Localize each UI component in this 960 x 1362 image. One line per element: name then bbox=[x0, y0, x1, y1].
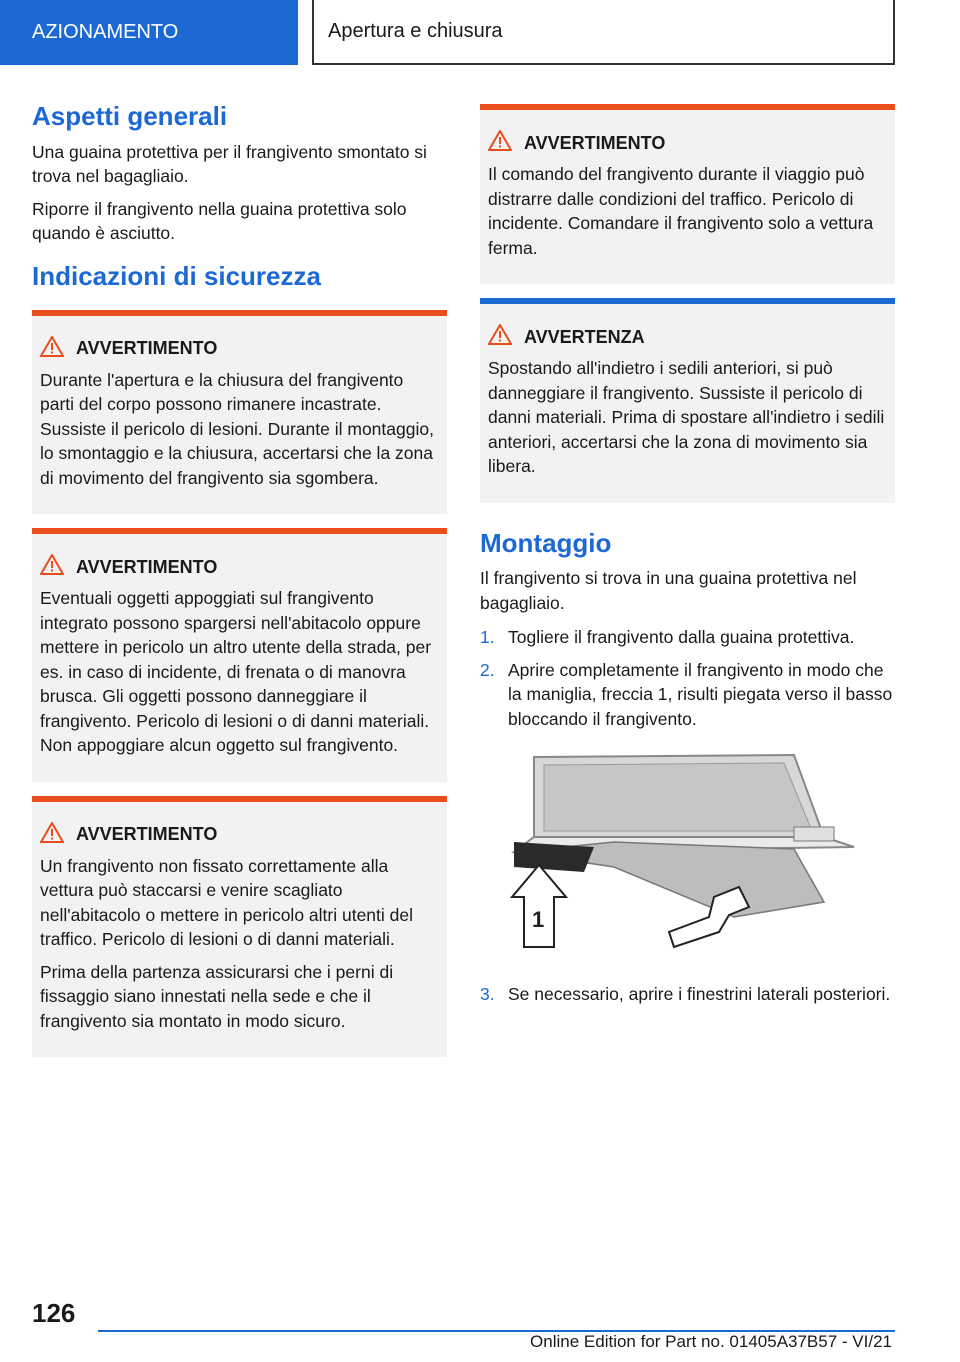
heading-indicazioni-sicurezza: Indicazioni di sicurezza bbox=[32, 260, 321, 291]
step-number: 3. bbox=[480, 984, 495, 1005]
warning-title: AVVERTIMENTO bbox=[524, 132, 666, 153]
list-item bbox=[480, 982, 895, 1007]
warning-title: AVVERTIMENTO bbox=[76, 338, 218, 359]
warning-box bbox=[32, 796, 447, 1058]
warning-text: Un frangivento non fissato correttamente alla vettura può staccarsi e venire scagliato nell'abitacolo o mettere in pericolo altri utenti del traffico. Pericolo di lesioni o di danni materiali. bbox=[40, 855, 413, 950]
chapter-title bbox=[312, 0, 895, 65]
warning-triangle-icon bbox=[488, 324, 524, 350]
list-item bbox=[480, 625, 895, 650]
heading-montaggio: Montaggio bbox=[480, 527, 612, 558]
notice-text: Spostando all'indietro i sedili anteriori, si può danneggiare il frangivento. Sussiste il pericolo di danni materiali. Prima di spostare all'indietro i sedili anteriori, accertarsi che la zona di movimento sia libera. bbox=[488, 358, 885, 476]
warning-triangle-icon bbox=[40, 554, 76, 580]
warning-box bbox=[32, 528, 447, 782]
step-number: 2. bbox=[480, 659, 495, 680]
step-text: Se necessario, aprire i finestrini laterali posteriori. bbox=[508, 984, 891, 1005]
paragraph: Riporre il frangivento nella guaina protettiva solo quando è asciutto. bbox=[32, 198, 407, 244]
notice-box bbox=[480, 298, 895, 503]
page-number: 126 bbox=[32, 1298, 76, 1328]
step-number: 1. bbox=[480, 627, 495, 648]
warning-triangle-icon bbox=[40, 336, 76, 362]
chapter-label: Apertura e chiusura bbox=[328, 20, 503, 42]
right-column bbox=[480, 104, 895, 1015]
arrow-label: 1 bbox=[532, 907, 545, 933]
section-tab bbox=[0, 0, 298, 65]
step-text: Aprire completamente il frangivento in modo che la maniglia, freccia 1, risulti piegata verso il basso bloccando il frangivento. bbox=[508, 659, 893, 729]
warning-text: Prima della partenza assicurarsi che i perni di fissaggio siano innestati nella sede e che il frangivento sia montato in modo sicuro. bbox=[40, 961, 394, 1031]
step-text: Togliere il frangivento dalla guaina protettiva. bbox=[508, 627, 855, 648]
footer-edition: Online Edition for Part no. 01405A37B57 - VI/21 bbox=[530, 1332, 892, 1351]
left-column bbox=[32, 100, 447, 1071]
warning-box bbox=[32, 310, 447, 515]
list-item bbox=[480, 658, 895, 732]
warning-triangle-icon bbox=[488, 130, 524, 156]
warning-box bbox=[480, 104, 895, 284]
steps-list bbox=[480, 625, 895, 731]
heading-aspetti-generali: Aspetti generali bbox=[32, 101, 228, 131]
warning-text: Il comando del frangivento durante il viaggio può distrarre dalle condizioni del traffico. Pericolo di incidente. Comandare il frangivento solo a vettura ferma. bbox=[488, 164, 874, 258]
warning-title: AVVERTIMENTO bbox=[76, 824, 218, 845]
notice-title: AVVERTENZA bbox=[524, 326, 645, 347]
warning-triangle-icon bbox=[40, 822, 76, 848]
section-label: AZIONAMENTO bbox=[32, 21, 179, 43]
warning-text: Durante l'apertura e la chiusura del frangivento parti del corpo possono rimanere incastrate. Sussiste il pericolo di lesioni. Durante il montaggio, lo smontaggio e la chiusura, accertarsi che la zona di movimento del frangivento sia sgombera. bbox=[40, 369, 434, 488]
wind-deflector-illustration bbox=[494, 747, 895, 962]
paragraph: Il frangivento si trova in una guaina protettiva nel bagagliaio. bbox=[480, 568, 857, 613]
warning-text: Eventuali oggetti appoggiati sul frangivento integrato possono spargersi nell'abitacolo oppure mettere in pericolo un altro utente della strada, per es. in caso di incidente, di frenata o di manovra brusca. Gli oggetti possono danneggiare il frangivento. Pericolo di lesioni o di danni materiali. Non appoggiare alcun oggetto sul frangivento. bbox=[40, 588, 432, 756]
warning-title: AVVERTIMENTO bbox=[76, 556, 218, 577]
steps-list bbox=[480, 982, 895, 1007]
paragraph: Una guaina protettiva per il frangivento smontato si trova nel bagagliaio. bbox=[32, 141, 427, 187]
